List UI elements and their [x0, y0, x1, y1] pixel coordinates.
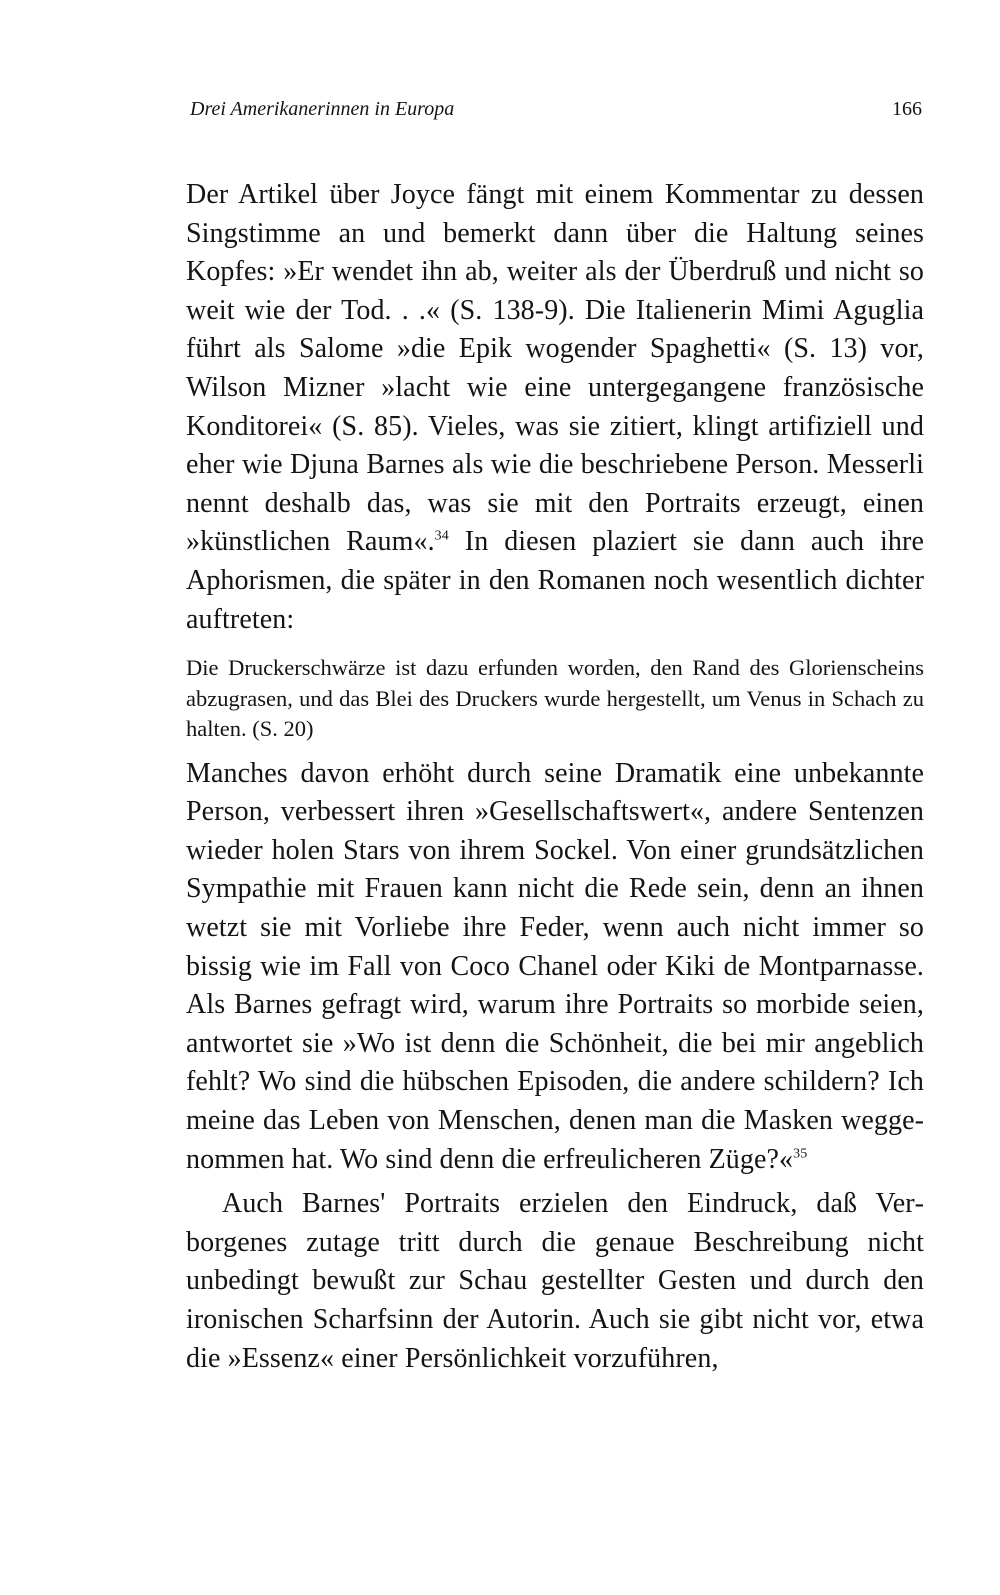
block-quote — [186, 653, 924, 745]
footnote-marker: 34 — [434, 529, 449, 545]
paragraph-sentences — [186, 755, 924, 1180]
footnote-marker: 35 — [793, 1146, 808, 1162]
page-number: 166 — [892, 98, 922, 120]
paragraph-joyce — [186, 176, 924, 639]
body-text — [186, 176, 924, 1378]
paragraph-text: In diesen plaziert sie dann auch ihre Aphorismen, die später in den Romanen noch wesentlich dichter auftreten: — [186, 526, 924, 635]
paragraph-text: Manches davon erhöht durch seine Dramatik eine unbekannte Person, verbessert ihren »Gesellschaftswert«, andere Sentenzen wieder holen Stars von ihrem Sockel. Von einer grundsätzlichen Sympathie mit Frauen kann nicht die Rede sein, denn an ihnen wetzt sie mit Vorliebe ihre Feder, wenn auch nicht immer so bissig wie im Fall von Coco Chanel oder Kiki de Montparnasse. Als Barnes gefragt wird, warum ihre Portraits so morbide seien, antwortet sie »Wo ist denn die Schönheit, die bei mir angeblich fehlt? Wo sind die hübschen Episoden, die andere schildern? Ich meine das Leben von Menschen, denen man die Masken weggenommen hat. Wo sind denn die erfreulicheren Züge?« — [186, 757, 924, 1175]
paragraph-portraits — [186, 1185, 924, 1378]
paragraph-text: Der Artikel über Joyce fängt mit einem Kommentar zu dessen Singstimme an und bemerkt dann über die Haltung seines Kopfes: »Er wendet ihn ab, weiter als der Überdruß und nicht so weit wie der Tod. . .« (S. 138-9). Die Italienerin Mimi Aguglia führt als Salome »die Epik wogender Spaghetti« (S. 13) vor, Wilson Mizner »lacht wie eine untergegangene französische Konditorei« (S. 85). Vieles, was sie zitiert, klingt artifiziell und eher wie Djuna Barnes als wie die beschriebene Person. Messerli nennt deshalb das, was sie mit den Portraits erzeugt, einen »künstlichen Raum«. — [186, 179, 924, 558]
quote-text: Die Druckerschwärze ist dazu erfunden worden, den Rand des Glorienscheins abzugrasen, und das Blei des Druckers wurde hergestellt, um Venus in Schach zu halten. (S. 20) — [186, 655, 924, 742]
paragraph-text: Auch Barnes' Portraits erzielen den Eindruck, daß Verborgenes zutage tritt durch die genaue Beschreibung nicht unbedingt bewußt zur Schau gestellter Gesten und durch den ironischen Scharfsinn der Autorin. Auch sie gibt nicht vor, etwa die »Essenz« einer Persönlichkeit vorzuführen, — [186, 1188, 924, 1374]
running-title: Drei Amerikanerinnen in Europa — [190, 98, 455, 120]
running-head — [190, 98, 922, 128]
